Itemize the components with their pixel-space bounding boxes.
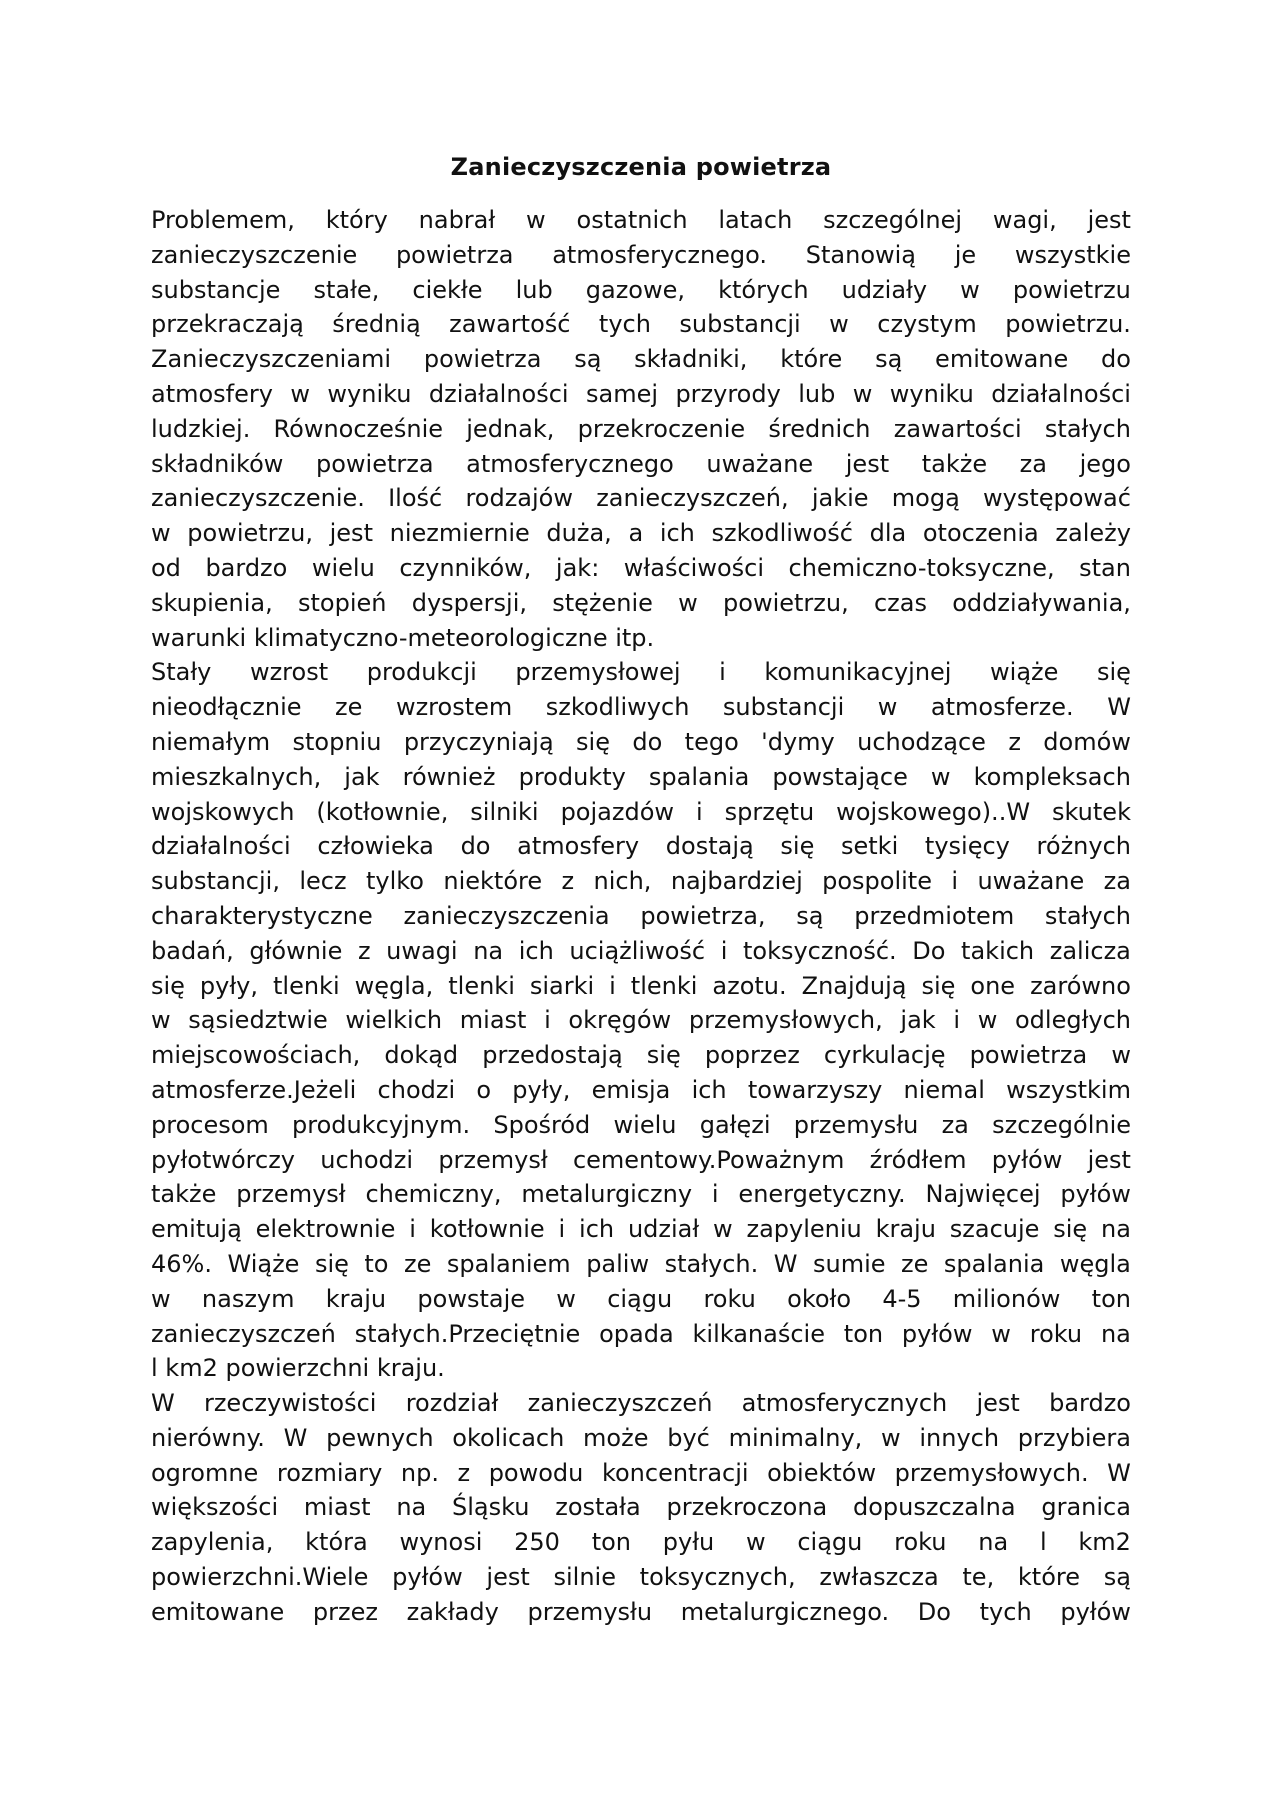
document-page xyxy=(151,150,1131,1630)
text-line: w naszym kraju powstaje w ciągu roku około 4-5 milionów ton xyxy=(151,1284,1131,1313)
text-line: także przemysł chemiczny, metalurgiczny i energetyczny. Najwięcej pyłów xyxy=(151,1180,1131,1209)
text-line: miejscowościach, dokąd przedostają się poprzez cyrkulację powietrza w xyxy=(151,1041,1131,1070)
text-line: się pyły, tlenki węgla, tlenki siarki i tlenki azotu. Znajdują się one zarówno xyxy=(151,971,1131,1000)
text-line: w sąsiedztwie wielkich miast i okręgów przemysłowych, jak i w odległych xyxy=(151,1006,1131,1035)
text-line: substancji, lecz tylko niektóre z nich, najbardziej pospolite i uważane za xyxy=(151,867,1131,896)
text-line: substancje stałe, ciekłe lub gazowe, których udziały w powietrzu xyxy=(151,275,1131,304)
text-line: l km2 powierzchni kraju. xyxy=(151,1354,445,1383)
text-line: W rzeczywistości rozdział zanieczyszczeń atmosferycznych jest bardzo xyxy=(151,1389,1131,1418)
text-line: powierzchni.Wiele pyłów jest silnie toksycznych, zwłaszcza te, które są xyxy=(151,1563,1131,1592)
document-title: Zanieczyszczenia powietrza xyxy=(450,153,832,181)
text-line: badań, głównie z uwagi na ich uciążliwość i toksyczność. Do takich zalicza xyxy=(151,936,1131,965)
text-line: 46%. Wiąże się to ze spalaniem paliw stałych. W sumie ze spalania węgla xyxy=(151,1249,1131,1278)
text-line: procesom produkcyjnym. Spośród wielu gałęzi przemysłu za szczególnie xyxy=(151,1110,1131,1139)
text-line: Problemem, który nabrał w ostatnich latach szczególnej wagi, jest xyxy=(151,206,1131,234)
text-line: przekraczają średnią zawartość tych substancji w czystym powietrzu. xyxy=(151,310,1131,339)
text-line: zanieczyszczenie powietrza atmosferycznego. Stanowią je wszystkie xyxy=(151,240,1131,269)
text-line: nierówny. W pewnych okolicach może być minimalny, w innych przybiera xyxy=(151,1423,1131,1452)
text-line: atmosferze.Jeżeli chodzi o pyły, emisja ich towarzyszy niemal wszystkim xyxy=(151,1075,1131,1104)
text-line: od bardzo wielu czynników, jak: właściwości chemiczno-toksyczne, stan xyxy=(151,553,1131,582)
text-line: zanieczyszczenie. Ilość rodzajów zanieczyszczeń, jakie mogą występować xyxy=(151,484,1131,513)
text-line: zapylenia, która wynosi 250 ton pyłu w ciągu roku na l km2 xyxy=(151,1528,1131,1557)
text-line: charakterystyczne zanieczyszczenia powietrza, są przedmiotem stałych xyxy=(151,901,1131,930)
paragraph xyxy=(151,203,1131,655)
text-line: warunki klimatyczno-meteorologiczne itp. xyxy=(151,623,655,652)
document-body xyxy=(151,203,1131,1630)
text-line: wojskowych (kotłownie, silniki pojazdów i sprzętu wojskowego)..W skutek xyxy=(151,797,1131,826)
text-line: emitują elektrownie i kotłownie i ich udział w zapyleniu kraju szacuje się na xyxy=(151,1215,1131,1244)
text-line: emitowane przez zakłady przemysłu metalurgicznego. Do tych pyłów xyxy=(151,1597,1131,1626)
text-line: działalności człowieka do atmosfery dostają się setki tysięcy różnych xyxy=(151,832,1131,861)
text-line: atmosfery w wyniku działalności samej przyrody lub w wyniku działalności xyxy=(151,379,1131,408)
text-line: większości miast na Śląsku została przekroczona dopuszczalna granica xyxy=(151,1493,1131,1522)
text-line: w powietrzu, jest niezmiernie duża, a ich szkodliwość dla otoczenia zależy xyxy=(151,519,1131,548)
text-line: ludzkiej. Równocześnie jednak, przekroczenie średnich zawartości stałych xyxy=(151,414,1131,443)
text-line: Zanieczyszczeniami powietrza są składniki, które są emitowane do xyxy=(151,345,1131,374)
text-line: składników powietrza atmosferycznego uważane jest także za jego xyxy=(151,449,1131,478)
text-line: mieszkalnych, jak również produkty spalania powstające w kompleksach xyxy=(151,762,1131,791)
text-line: ogromne rozmiary np. z powodu koncentracji obiektów przemysłowych. W xyxy=(151,1458,1131,1487)
paragraph xyxy=(151,1386,1131,1630)
text-line: Stały wzrost produkcji przemysłowej i komunikacyjnej wiąże się xyxy=(151,658,1131,687)
text-line: zanieczyszczeń stałych.Przeciętnie opada kilkanaście ton pyłów w roku na xyxy=(151,1319,1131,1348)
text-line: nieodłącznie ze wzrostem szkodliwych substancji w atmosferze. W xyxy=(151,693,1131,722)
text-line: skupienia, stopień dyspersji, stężenie w powietrzu, czas oddziaływania, xyxy=(151,588,1131,617)
text-line: pyłotwórczy uchodzi przemysł cementowy.Poważnym źródłem pyłów jest xyxy=(151,1145,1131,1174)
text-line: niemałym stopniu przyczyniają się do tego 'dymy uchodzące z domów xyxy=(151,727,1131,756)
paragraph xyxy=(151,655,1131,1386)
